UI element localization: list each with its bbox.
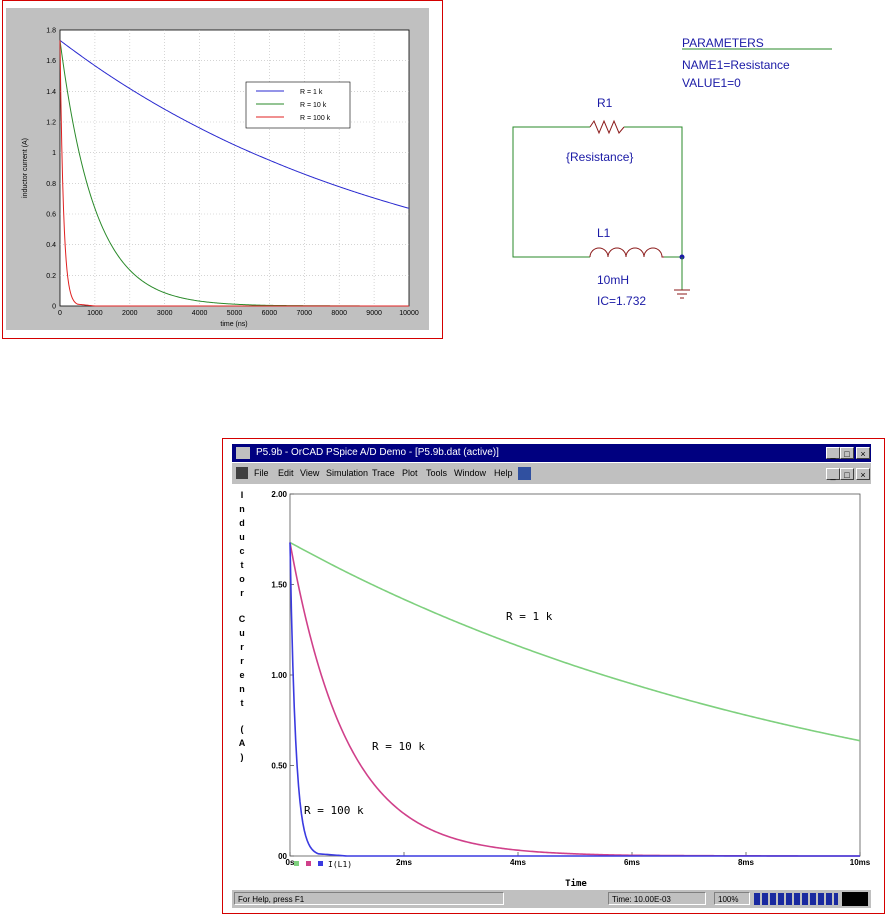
menu-file[interactable]: File: [254, 468, 269, 478]
progress-bar: [754, 893, 838, 905]
param-name: NAME1=Resistance: [682, 58, 790, 72]
y-tick-label: 0.2: [46, 272, 56, 280]
menu-trace[interactable]: Trace: [372, 468, 395, 478]
svg-text:r: r: [240, 642, 244, 652]
waveform-icon: [842, 892, 868, 906]
trace-color-icon-3: [318, 861, 323, 866]
svg-text:u: u: [239, 628, 245, 638]
r1-label: R1: [597, 96, 613, 110]
menu-view[interactable]: View: [300, 468, 320, 478]
x-tick-label: 5000: [226, 310, 243, 317]
pspice-xlabel: Time: [565, 879, 587, 889]
annotation-r100k: R = 100 k: [304, 804, 364, 817]
statusbar: [232, 890, 871, 908]
y-tick-label: 0.6: [46, 211, 56, 219]
x-tick-label: 7000: [296, 310, 313, 317]
x-tick-label: 0s: [285, 858, 295, 867]
close-button[interactable]: ×: [856, 447, 870, 459]
y-tick-label: 1.8: [46, 27, 56, 35]
r1-value: {Resistance}: [566, 150, 634, 164]
x-tick-label: 10000: [399, 310, 419, 317]
trace-color-icon-1: [294, 861, 299, 866]
menu-tools[interactable]: Tools: [426, 468, 448, 478]
y-tick-label: 1.6: [46, 58, 56, 66]
trace-legend-label[interactable]: I(L1): [328, 860, 353, 869]
svg-text:I: I: [240, 490, 244, 500]
parameters-title: PARAMETERS: [682, 36, 764, 50]
pspice-plot-window[interactable]: [232, 484, 871, 890]
svg-text:r: r: [240, 656, 244, 666]
y-tick-label: 0: [52, 303, 56, 311]
status-percent: 100%: [714, 892, 750, 905]
annotation-r10k: R = 10 k: [372, 740, 425, 753]
x-tick-label: 4000: [191, 310, 208, 317]
x-tick-label: 2000: [122, 310, 138, 317]
x-tick-label: 2ms: [395, 858, 413, 867]
pspice-chart: [232, 484, 871, 890]
menu-edit[interactable]: Edit: [278, 468, 294, 478]
menu-help[interactable]: Help: [494, 468, 513, 478]
x-tick-label: 8ms: [737, 858, 755, 867]
inductor-l1-symbol: [590, 248, 664, 257]
svg-text:A: A: [238, 738, 246, 748]
svg-text:t: t: [240, 698, 244, 708]
l1-label: L1: [597, 226, 611, 240]
doc-icon[interactable]: [236, 467, 248, 479]
svg-text:r: r: [240, 588, 244, 598]
status-help: For Help, press F1: [234, 892, 504, 905]
y-tick-label: 1.4: [46, 88, 56, 96]
svg-text:e: e: [239, 670, 245, 680]
param-value: VALUE1=0: [682, 76, 741, 90]
svg-text:n: n: [239, 504, 245, 514]
x-tick-label: 6000: [261, 310, 278, 317]
maximize-button[interactable]: □: [840, 447, 854, 459]
minimize-button[interactable]: _: [826, 447, 840, 459]
l1-initial-condition: IC=1.732: [597, 294, 647, 308]
l1-value: 10mH: [597, 273, 630, 287]
svg-text:t: t: [240, 560, 244, 570]
svg-text:): ): [240, 752, 244, 762]
svg-text:d: d: [239, 518, 245, 528]
x-tick-label: 10ms: [849, 858, 871, 867]
svg-text:C: C: [238, 614, 246, 624]
child-close-button[interactable]: ×: [856, 468, 870, 480]
matlab-ylabel: inductor current (A): [22, 138, 29, 198]
y-tick-label: 00: [278, 852, 287, 861]
wire-right: [624, 127, 682, 257]
x-tick-label: 0: [58, 310, 62, 317]
svg-text:c: c: [239, 546, 245, 556]
child-restore-button[interactable]: □: [840, 468, 854, 480]
pspice-titlebar[interactable]: [232, 444, 871, 462]
y-tick-label: 2.00: [271, 490, 287, 499]
y-tick-label: 0.4: [46, 242, 56, 250]
y-tick-label: 1.2: [46, 119, 56, 127]
app-icon[interactable]: [236, 447, 250, 459]
y-tick-label: 1.00: [271, 671, 287, 680]
y-tick-label: 1.50: [271, 580, 287, 590]
resistor-r1-symbol: [590, 121, 624, 133]
menu-plot[interactable]: Plot: [402, 468, 418, 478]
annotation-r1k: R = 1 k: [506, 610, 553, 623]
legend-label-r1k: R = 1 k: [300, 89, 323, 96]
svg-text:o: o: [239, 574, 245, 584]
menubar: [232, 463, 871, 484]
x-tick-label: 3000: [156, 310, 173, 317]
x-tick-label: 6ms: [623, 858, 641, 867]
trace-color-icon-2: [306, 861, 311, 866]
x-tick-label: 4ms: [509, 858, 527, 867]
menu-window[interactable]: Window: [454, 468, 487, 478]
x-tick-label: 8000: [331, 310, 347, 317]
y-tick-label: 0.50: [271, 761, 287, 771]
legend-label-r100k: R = 100 k: [300, 115, 331, 122]
child-minimize-button[interactable]: _: [826, 468, 840, 480]
matlab-xlabel: time (ns): [220, 321, 248, 328]
pspice-ylabel: [239, 490, 246, 762]
pspice-plot-area: [290, 494, 860, 856]
x-tick-label: 1000: [87, 310, 103, 317]
svg-text:u: u: [239, 532, 245, 542]
menu-simulation[interactable]: Simulation: [326, 468, 369, 478]
schematic-drawing: [0, 0, 885, 340]
toolbar-chart-icon[interactable]: [518, 467, 531, 480]
x-tick-label: 9000: [366, 310, 382, 317]
wire-left: [513, 127, 590, 257]
legend-label-r10k: R = 10 k: [300, 102, 327, 109]
y-tick-label: 1: [52, 150, 56, 158]
y-tick-label: 0.8: [46, 180, 56, 188]
window-title: P5.9b - OrCAD PSpice A/D Demo - [P5.9b.dat (active)]: [256, 447, 499, 458]
status-time: Time: 10.00E-03: [608, 892, 706, 905]
svg-text:n: n: [239, 684, 245, 694]
svg-text:(: (: [240, 724, 244, 734]
